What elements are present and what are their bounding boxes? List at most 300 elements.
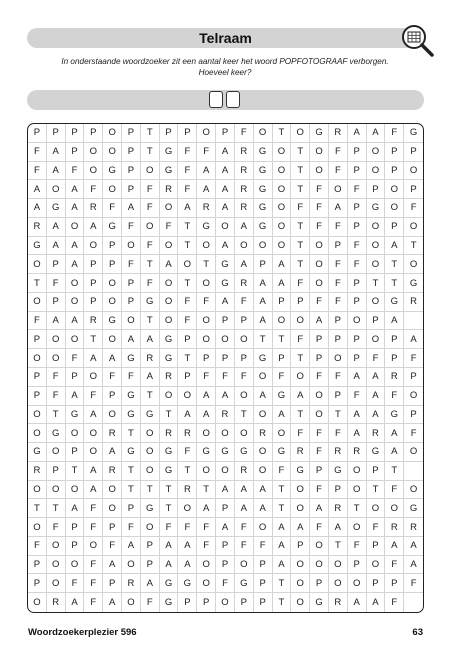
grid-cell[interactable]: T <box>141 143 160 162</box>
grid-cell[interactable]: G <box>160 349 179 368</box>
grid-cell[interactable]: R <box>235 462 254 481</box>
grid-cell[interactable]: G <box>141 499 160 518</box>
grid-cell[interactable]: O <box>291 556 310 575</box>
grid-cell[interactable]: P <box>385 349 404 368</box>
grid-cell[interactable]: O <box>273 143 292 162</box>
grid-cell[interactable]: A <box>84 406 103 425</box>
answer-box-tens[interactable] <box>209 91 223 108</box>
grid-cell[interactable]: P <box>66 537 85 556</box>
grid-cell[interactable]: O <box>28 481 47 500</box>
grid-cell[interactable]: T <box>178 218 197 237</box>
grid-cell[interactable]: F <box>310 443 329 462</box>
grid-cell[interactable]: P <box>367 537 386 556</box>
grid-cell[interactable]: O <box>235 387 254 406</box>
grid-cell[interactable]: A <box>216 199 235 218</box>
grid-cell[interactable]: R <box>235 274 254 293</box>
grid-cell[interactable]: O <box>216 330 235 349</box>
grid-cell[interactable]: F <box>329 424 348 443</box>
grid-cell[interactable]: G <box>254 218 273 237</box>
grid-cell[interactable]: O <box>404 255 423 274</box>
grid-cell[interactable]: O <box>291 312 310 331</box>
grid-cell[interactable]: T <box>385 255 404 274</box>
grid-cell[interactable]: O <box>273 312 292 331</box>
grid-cell[interactable]: A <box>122 330 141 349</box>
grid-cell[interactable]: F <box>273 462 292 481</box>
grid-cell[interactable]: P <box>385 574 404 593</box>
grid-cell[interactable]: R <box>84 199 103 218</box>
grid-cell[interactable]: P <box>235 312 254 331</box>
grid-cell[interactable]: R <box>385 518 404 537</box>
grid-cell[interactable]: O <box>160 274 179 293</box>
grid-cell[interactable]: A <box>367 387 386 406</box>
grid-cell[interactable]: G <box>160 462 179 481</box>
grid-cell[interactable]: P <box>310 349 329 368</box>
grid-cell[interactable]: O <box>367 330 386 349</box>
grid-cell[interactable]: O <box>66 218 85 237</box>
grid-cell[interactable]: P <box>66 368 85 387</box>
grid-cell[interactable]: F <box>329 293 348 312</box>
grid-cell[interactable]: P <box>103 255 122 274</box>
grid-cell[interactable]: A <box>66 255 85 274</box>
grid-cell[interactable]: A <box>273 537 292 556</box>
grid-cell[interactable]: O <box>367 162 386 181</box>
grid-cell[interactable]: O <box>84 424 103 443</box>
grid-cell[interactable]: P <box>66 443 85 462</box>
grid-cell[interactable]: T <box>84 330 103 349</box>
grid-cell[interactable]: F <box>103 368 122 387</box>
grid-cell[interactable]: F <box>310 518 329 537</box>
grid-cell[interactable]: G <box>103 218 122 237</box>
grid-cell[interactable]: O <box>254 368 273 387</box>
grid-cell[interactable]: F <box>178 518 197 537</box>
grid-cell[interactable]: O <box>141 518 160 537</box>
grid-cell[interactable]: R <box>291 443 310 462</box>
grid-cell[interactable]: F <box>291 274 310 293</box>
grid-cell[interactable]: F <box>329 368 348 387</box>
grid-cell[interactable] <box>404 593 423 612</box>
grid-cell[interactable]: A <box>122 537 141 556</box>
grid-cell[interactable]: A <box>28 199 47 218</box>
grid-cell[interactable] <box>404 312 423 331</box>
grid-cell[interactable]: T <box>47 406 66 425</box>
grid-cell[interactable]: T <box>367 481 386 500</box>
grid-cell[interactable]: F <box>122 368 141 387</box>
grid-cell[interactable]: P <box>216 556 235 575</box>
grid-cell[interactable]: P <box>103 237 122 256</box>
grid-cell[interactable]: R <box>348 443 367 462</box>
grid-cell[interactable]: A <box>367 593 386 612</box>
grid-cell[interactable]: F <box>291 199 310 218</box>
grid-cell[interactable]: O <box>28 406 47 425</box>
grid-cell[interactable]: O <box>160 293 179 312</box>
grid-cell[interactable]: O <box>197 237 216 256</box>
grid-cell[interactable]: P <box>385 143 404 162</box>
grid-cell[interactable]: G <box>122 406 141 425</box>
grid-cell[interactable]: O <box>84 368 103 387</box>
grid-cell[interactable]: G <box>122 349 141 368</box>
grid-cell[interactable]: O <box>216 593 235 612</box>
grid-cell[interactable]: O <box>367 143 386 162</box>
grid-cell[interactable]: P <box>216 499 235 518</box>
grid-cell[interactable]: T <box>141 255 160 274</box>
grid-cell[interactable]: G <box>178 574 197 593</box>
grid-cell[interactable]: F <box>329 162 348 181</box>
grid-cell[interactable]: G <box>310 593 329 612</box>
grid-cell[interactable]: O <box>235 556 254 575</box>
grid-cell[interactable]: O <box>197 556 216 575</box>
grid-cell[interactable]: T <box>385 462 404 481</box>
grid-cell[interactable]: P <box>122 162 141 181</box>
grid-cell[interactable]: O <box>28 293 47 312</box>
grid-cell[interactable]: A <box>216 293 235 312</box>
grid-cell[interactable]: A <box>141 574 160 593</box>
grid-cell[interactable]: T <box>178 349 197 368</box>
grid-cell[interactable]: P <box>47 462 66 481</box>
grid-cell[interactable]: O <box>197 330 216 349</box>
grid-cell[interactable]: T <box>273 499 292 518</box>
grid-cell[interactable]: A <box>367 368 386 387</box>
grid-cell[interactable]: A <box>47 312 66 331</box>
grid-cell[interactable]: P <box>216 312 235 331</box>
grid-cell[interactable]: A <box>348 124 367 143</box>
grid-cell[interactable]: T <box>273 124 292 143</box>
grid-cell[interactable]: F <box>141 274 160 293</box>
grid-cell[interactable]: O <box>84 237 103 256</box>
grid-cell[interactable]: P <box>348 293 367 312</box>
grid-cell[interactable]: O <box>103 499 122 518</box>
grid-cell[interactable]: O <box>291 574 310 593</box>
grid-cell[interactable]: R <box>160 180 179 199</box>
grid-cell[interactable]: P <box>310 574 329 593</box>
grid-cell[interactable]: A <box>216 237 235 256</box>
grid-cell[interactable]: O <box>197 574 216 593</box>
grid-cell[interactable]: A <box>178 199 197 218</box>
grid-cell[interactable]: F <box>122 518 141 537</box>
grid-cell[interactable]: A <box>254 481 273 500</box>
grid-cell[interactable]: R <box>28 462 47 481</box>
grid-cell[interactable]: A <box>367 406 386 425</box>
grid-cell[interactable]: A <box>47 143 66 162</box>
grid-cell[interactable]: P <box>122 124 141 143</box>
grid-cell[interactable]: T <box>404 237 423 256</box>
grid-cell[interactable]: G <box>235 443 254 462</box>
grid-cell[interactable]: O <box>28 593 47 612</box>
grid-cell[interactable]: O <box>197 462 216 481</box>
grid-cell[interactable]: O <box>273 237 292 256</box>
grid-cell[interactable]: T <box>141 312 160 331</box>
grid-cell[interactable]: T <box>122 481 141 500</box>
grid-cell[interactable]: P <box>197 349 216 368</box>
grid-cell[interactable]: G <box>66 406 85 425</box>
grid-cell[interactable]: F <box>84 574 103 593</box>
grid-cell[interactable]: T <box>291 255 310 274</box>
grid-cell[interactable]: P <box>254 593 273 612</box>
grid-cell[interactable]: F <box>329 218 348 237</box>
grid-cell[interactable]: P <box>178 330 197 349</box>
grid-cell[interactable]: G <box>273 443 292 462</box>
grid-cell[interactable]: P <box>329 481 348 500</box>
grid-cell[interactable]: A <box>141 368 160 387</box>
grid-cell[interactable]: A <box>291 518 310 537</box>
grid-cell[interactable]: T <box>197 481 216 500</box>
grid-cell[interactable]: O <box>28 255 47 274</box>
grid-cell[interactable]: O <box>103 274 122 293</box>
grid-cell[interactable]: P <box>103 574 122 593</box>
grid-cell[interactable]: F <box>160 218 179 237</box>
grid-cell[interactable]: O <box>329 556 348 575</box>
grid-cell[interactable]: G <box>367 443 386 462</box>
grid-cell[interactable]: P <box>367 312 386 331</box>
grid-cell[interactable]: F <box>310 481 329 500</box>
grid-cell[interactable]: G <box>160 330 179 349</box>
grid-cell[interactable]: F <box>141 593 160 612</box>
grid-cell[interactable]: T <box>348 499 367 518</box>
grid-cell[interactable]: T <box>329 406 348 425</box>
grid-cell[interactable]: A <box>235 218 254 237</box>
grid-cell[interactable]: P <box>310 330 329 349</box>
grid-cell[interactable]: A <box>273 518 292 537</box>
grid-cell[interactable]: O <box>310 537 329 556</box>
grid-cell[interactable]: O <box>84 537 103 556</box>
grid-cell[interactable]: P <box>122 143 141 162</box>
grid-cell[interactable]: A <box>385 424 404 443</box>
grid-cell[interactable]: A <box>178 537 197 556</box>
grid-cell[interactable]: A <box>404 330 423 349</box>
grid-cell[interactable]: F <box>385 387 404 406</box>
grid-cell[interactable]: F <box>291 424 310 443</box>
grid-cell[interactable]: F <box>122 218 141 237</box>
grid-cell[interactable]: R <box>329 593 348 612</box>
grid-cell[interactable]: A <box>385 312 404 331</box>
grid-cell[interactable]: O <box>197 124 216 143</box>
grid-cell[interactable]: G <box>141 293 160 312</box>
grid-cell[interactable]: P <box>66 518 85 537</box>
grid-cell[interactable]: F <box>178 143 197 162</box>
grid-cell[interactable]: P <box>348 162 367 181</box>
grid-cell[interactable]: O <box>404 443 423 462</box>
grid-cell[interactable]: A <box>216 180 235 199</box>
grid-cell[interactable]: P <box>235 593 254 612</box>
grid-cell[interactable]: R <box>160 368 179 387</box>
grid-cell[interactable]: R <box>404 293 423 312</box>
grid-cell[interactable]: F <box>160 518 179 537</box>
grid-cell[interactable]: G <box>273 387 292 406</box>
grid-cell[interactable]: O <box>66 293 85 312</box>
grid-cell[interactable]: P <box>385 218 404 237</box>
grid-cell[interactable]: F <box>28 162 47 181</box>
grid-cell[interactable]: R <box>235 180 254 199</box>
grid-cell[interactable]: O <box>273 424 292 443</box>
grid-cell[interactable]: F <box>216 368 235 387</box>
grid-cell[interactable]: O <box>310 406 329 425</box>
grid-cell[interactable]: F <box>66 162 85 181</box>
grid-cell[interactable]: T <box>291 218 310 237</box>
grid-cell[interactable]: O <box>291 499 310 518</box>
grid-cell[interactable]: F <box>235 293 254 312</box>
grid-cell[interactable]: P <box>329 330 348 349</box>
grid-cell[interactable]: A <box>178 406 197 425</box>
grid-cell[interactable]: P <box>273 293 292 312</box>
grid-cell[interactable]: P <box>273 349 292 368</box>
grid-cell[interactable]: F <box>329 143 348 162</box>
grid-cell[interactable]: T <box>160 406 179 425</box>
grid-cell[interactable]: T <box>235 406 254 425</box>
grid-cell[interactable]: P <box>329 237 348 256</box>
grid-cell[interactable]: O <box>103 180 122 199</box>
grid-cell[interactable]: P <box>348 274 367 293</box>
grid-cell[interactable]: A <box>197 162 216 181</box>
grid-cell[interactable]: O <box>178 387 197 406</box>
grid-cell[interactable]: A <box>84 218 103 237</box>
grid-cell[interactable]: F <box>404 574 423 593</box>
grid-cell[interactable]: A <box>66 199 85 218</box>
grid-cell[interactable]: R <box>141 349 160 368</box>
grid-cell[interactable]: F <box>28 312 47 331</box>
grid-cell[interactable]: F <box>404 349 423 368</box>
grid-cell[interactable]: P <box>84 293 103 312</box>
grid-cell[interactable]: F <box>310 424 329 443</box>
grid-cell[interactable] <box>404 462 423 481</box>
grid-cell[interactable]: A <box>254 387 273 406</box>
grid-cell[interactable]: O <box>385 499 404 518</box>
grid-cell[interactable]: F <box>254 537 273 556</box>
grid-cell[interactable]: O <box>404 481 423 500</box>
grid-cell[interactable]: G <box>216 274 235 293</box>
grid-cell[interactable]: O <box>273 199 292 218</box>
grid-cell[interactable]: O <box>310 556 329 575</box>
grid-cell[interactable]: P <box>197 593 216 612</box>
grid-cell[interactable]: F <box>385 593 404 612</box>
grid-cell[interactable]: O <box>310 255 329 274</box>
grid-cell[interactable]: P <box>47 255 66 274</box>
grid-cell[interactable]: F <box>47 518 66 537</box>
grid-cell[interactable]: R <box>235 162 254 181</box>
grid-cell[interactable]: O <box>254 237 273 256</box>
grid-cell[interactable]: F <box>367 349 386 368</box>
grid-cell[interactable]: G <box>404 274 423 293</box>
grid-cell[interactable]: F <box>404 199 423 218</box>
grid-cell[interactable]: F <box>291 330 310 349</box>
grid-cell[interactable]: O <box>310 274 329 293</box>
grid-cell[interactable]: F <box>329 274 348 293</box>
grid-cell[interactable]: P <box>348 349 367 368</box>
grid-cell[interactable]: T <box>141 481 160 500</box>
grid-cell[interactable]: T <box>291 349 310 368</box>
grid-cell[interactable]: F <box>66 574 85 593</box>
grid-cell[interactable]: O <box>160 387 179 406</box>
grid-cell[interactable]: R <box>122 574 141 593</box>
grid-cell[interactable]: O <box>254 124 273 143</box>
grid-cell[interactable]: F <box>235 368 254 387</box>
grid-cell[interactable]: O <box>404 387 423 406</box>
grid-cell[interactable]: F <box>348 387 367 406</box>
grid-cell[interactable]: G <box>254 162 273 181</box>
grid-cell[interactable]: T <box>66 462 85 481</box>
grid-cell[interactable]: O <box>235 424 254 443</box>
grid-cell[interactable]: O <box>254 518 273 537</box>
grid-cell[interactable]: P <box>84 255 103 274</box>
grid-cell[interactable]: F <box>310 199 329 218</box>
grid-cell[interactable]: T <box>291 406 310 425</box>
grid-cell[interactable]: P <box>291 537 310 556</box>
grid-cell[interactable]: T <box>122 462 141 481</box>
grid-cell[interactable]: F <box>348 180 367 199</box>
grid-cell[interactable]: P <box>367 462 386 481</box>
grid-cell[interactable]: G <box>385 293 404 312</box>
grid-cell[interactable]: F <box>385 481 404 500</box>
grid-cell[interactable]: G <box>216 443 235 462</box>
grid-cell[interactable]: P <box>385 162 404 181</box>
grid-cell[interactable]: T <box>122 424 141 443</box>
grid-cell[interactable]: P <box>122 180 141 199</box>
grid-cell[interactable]: F <box>273 368 292 387</box>
grid-cell[interactable]: P <box>385 330 404 349</box>
grid-cell[interactable]: A <box>310 499 329 518</box>
grid-cell[interactable]: A <box>273 274 292 293</box>
grid-cell[interactable]: P <box>178 593 197 612</box>
grid-cell[interactable]: T <box>273 593 292 612</box>
grid-cell[interactable]: T <box>178 462 197 481</box>
grid-cell[interactable]: T <box>385 274 404 293</box>
grid-cell[interactable]: A <box>66 499 85 518</box>
grid-cell[interactable]: A <box>160 556 179 575</box>
grid-cell[interactable]: O <box>141 424 160 443</box>
grid-cell[interactable]: O <box>348 518 367 537</box>
grid-cell[interactable]: O <box>28 424 47 443</box>
grid-cell[interactable]: O <box>348 312 367 331</box>
grid-cell[interactable]: F <box>385 124 404 143</box>
grid-cell[interactable]: O <box>66 274 85 293</box>
grid-cell[interactable]: A <box>216 162 235 181</box>
grid-cell[interactable]: O <box>235 330 254 349</box>
grid-cell[interactable]: F <box>235 518 254 537</box>
grid-cell[interactable]: O <box>47 556 66 575</box>
grid-cell[interactable]: A <box>216 518 235 537</box>
grid-cell[interactable]: A <box>254 312 273 331</box>
grid-cell[interactable]: O <box>66 481 85 500</box>
grid-cell[interactable]: O <box>141 462 160 481</box>
grid-cell[interactable]: O <box>367 293 386 312</box>
grid-cell[interactable]: A <box>84 462 103 481</box>
grid-cell[interactable]: P <box>348 330 367 349</box>
grid-cell[interactable]: G <box>404 499 423 518</box>
grid-cell[interactable]: O <box>348 574 367 593</box>
grid-cell[interactable]: P <box>367 180 386 199</box>
grid-cell[interactable]: O <box>84 443 103 462</box>
grid-cell[interactable]: O <box>273 180 292 199</box>
grid-cell[interactable]: O <box>273 218 292 237</box>
grid-cell[interactable]: G <box>291 462 310 481</box>
grid-cell[interactable]: T <box>178 237 197 256</box>
grid-cell[interactable]: P <box>216 124 235 143</box>
grid-cell[interactable]: O <box>216 218 235 237</box>
grid-cell[interactable]: A <box>122 199 141 218</box>
grid-cell[interactable]: O <box>235 237 254 256</box>
grid-cell[interactable]: A <box>216 481 235 500</box>
grid-cell[interactable]: G <box>160 143 179 162</box>
grid-cell[interactable]: P <box>404 143 423 162</box>
grid-cell[interactable]: O <box>66 556 85 575</box>
grid-cell[interactable]: O <box>310 237 329 256</box>
grid-cell[interactable]: F <box>367 518 386 537</box>
grid-cell[interactable]: G <box>197 218 216 237</box>
grid-cell[interactable]: A <box>254 499 273 518</box>
grid-cell[interactable]: A <box>84 349 103 368</box>
grid-cell[interactable]: F <box>28 537 47 556</box>
grid-cell[interactable]: G <box>28 237 47 256</box>
grid-cell[interactable]: R <box>160 424 179 443</box>
grid-cell[interactable]: P <box>216 537 235 556</box>
